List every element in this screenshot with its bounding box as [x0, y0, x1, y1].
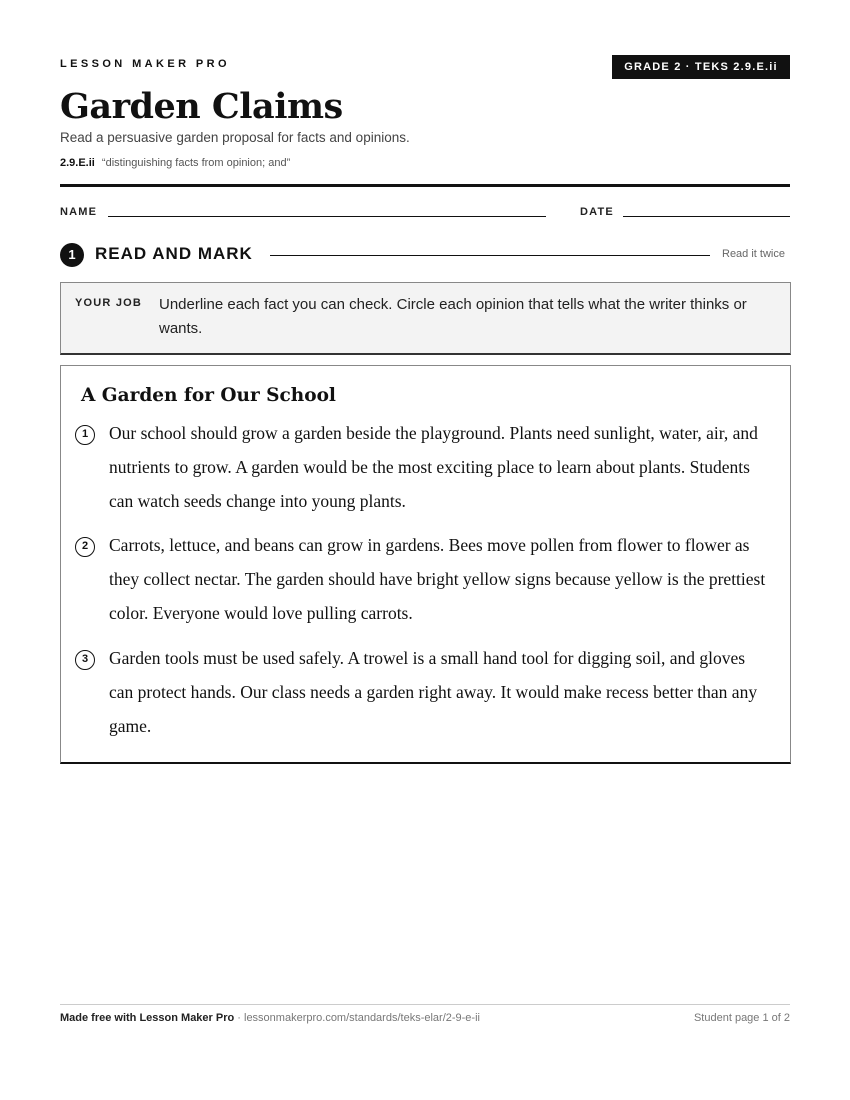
header-divider — [60, 184, 790, 187]
page-title: Garden Claims — [60, 86, 343, 127]
job-box — [60, 282, 791, 355]
name-label: NAME — [60, 206, 98, 218]
passage-title: A Garden for Our School — [81, 385, 336, 406]
standard-code: 2.9.E.ii — [60, 157, 95, 169]
date-field-line[interactable] — [623, 216, 790, 217]
job-label: YOUR JOB — [75, 297, 143, 309]
footer-divider — [60, 1004, 790, 1005]
grade-badge: GRADE 2 · TEKS 2.9.E.ii — [612, 55, 790, 79]
footer-credit — [60, 1012, 480, 1024]
section-note: Read it twice — [722, 248, 785, 260]
date-label: DATE — [580, 206, 614, 218]
passage-box — [60, 365, 791, 764]
section-title: READ AND MARK — [95, 244, 253, 263]
footer-page-number: Student page 1 of 2 — [693, 1012, 790, 1024]
page-subtitle: Read a persuasive garden proposal for facts and opinions. — [60, 130, 410, 145]
name-field-line[interactable] — [108, 216, 546, 217]
paragraph-number-icon: 3 — [75, 650, 95, 670]
paragraph-text: Our school should grow a garden beside the playground. Plants need sunlight, water, air, and nutrients to grow. A garden would be the most exciting place to learn about plants. Students can watch seeds change into young plants. — [109, 423, 758, 511]
paragraph-number-icon: 1 — [75, 425, 95, 445]
standard-text: “distinguishing facts from opinion; and” — [101, 157, 291, 169]
paragraph-text: Carrots, lettuce, and beans can grow in gardens. Bees move pollen from flower to flower as they collect nectar. The garden should have bright yellow signs because yellow is the prettiest color. Everyone would love pulling carrots. — [109, 535, 766, 623]
paragraph-number-icon: 2 — [75, 537, 95, 557]
standard-line — [60, 157, 290, 169]
section-number-badge: 1 — [60, 243, 84, 267]
footer-url[interactable]: · lessonmakerpro.com/standards/teks-elar/2-9-e-ii — [237, 1012, 480, 1024]
job-instructions: Underline each fact you can check. Circle each opinion that tells what the writer thinks or wants. — [159, 296, 747, 337]
brand-name: LESSON MAKER PRO — [60, 58, 230, 70]
footer-made-with: Made free with Lesson Maker Pro — [60, 1012, 235, 1024]
section-divider — [270, 255, 710, 256]
paragraph-text: Garden tools must be used safely. A trowel is a small hand tool for digging soil, and gloves can protect hands. Our class needs a garden right away. It would make recess better than any game. — [109, 648, 758, 736]
